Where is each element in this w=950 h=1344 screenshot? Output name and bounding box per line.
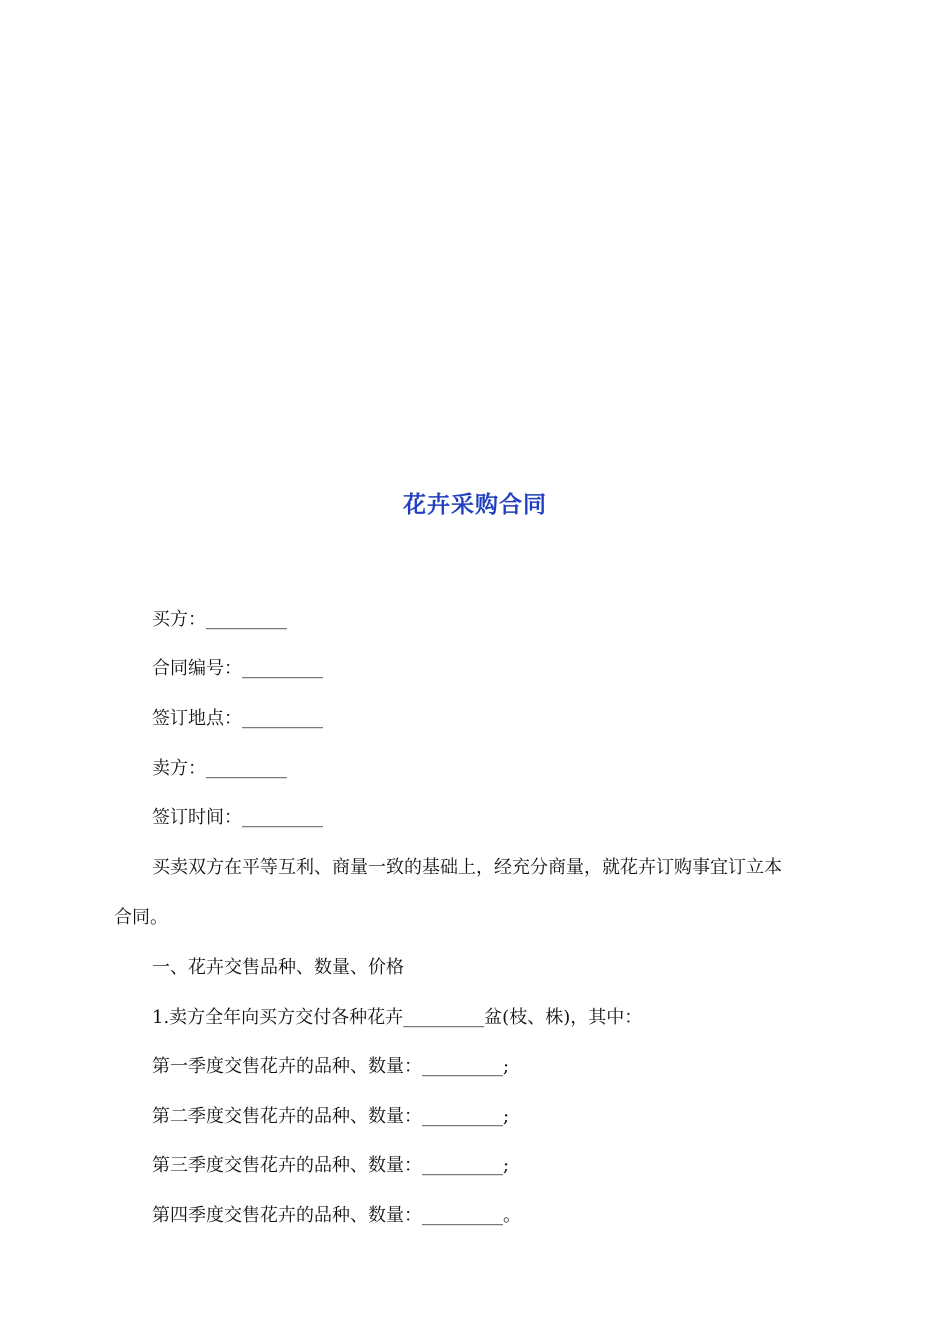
signing-time-field: 签订时间：_________ <box>152 807 323 828</box>
intro-paragraph-line-2: 合同。 <box>114 907 168 928</box>
intro-paragraph-line-1: 买卖双方在平等互利、商量一致的基础上，经充分商量，就花卉订购事宜订立本 <box>152 857 782 878</box>
quarter-3-line: 第三季度交售花卉的品种、数量：_________; <box>152 1155 510 1176</box>
quarter-4-line: 第四季度交售花卉的品种、数量：_________。 <box>152 1205 521 1226</box>
clause-item-1: 1.卖方全年向买方交付各种花卉_________盆(枝、株)，其中： <box>152 1007 643 1028</box>
buyer-field: 买方：_________ <box>152 609 287 630</box>
document-title: 花卉采购合同 <box>403 491 547 518</box>
seller-field: 卖方：_________ <box>152 758 287 779</box>
section-heading: 一、花卉交售品种、数量、价格 <box>152 957 404 978</box>
quarter-1-line: 第一季度交售花卉的品种、数量：_________; <box>152 1056 510 1077</box>
signing-place-field: 签订地点：_________ <box>152 708 323 729</box>
quarter-2-line: 第二季度交售花卉的品种、数量：_________; <box>152 1106 510 1127</box>
contract-number-field: 合同编号：_________ <box>152 658 323 679</box>
